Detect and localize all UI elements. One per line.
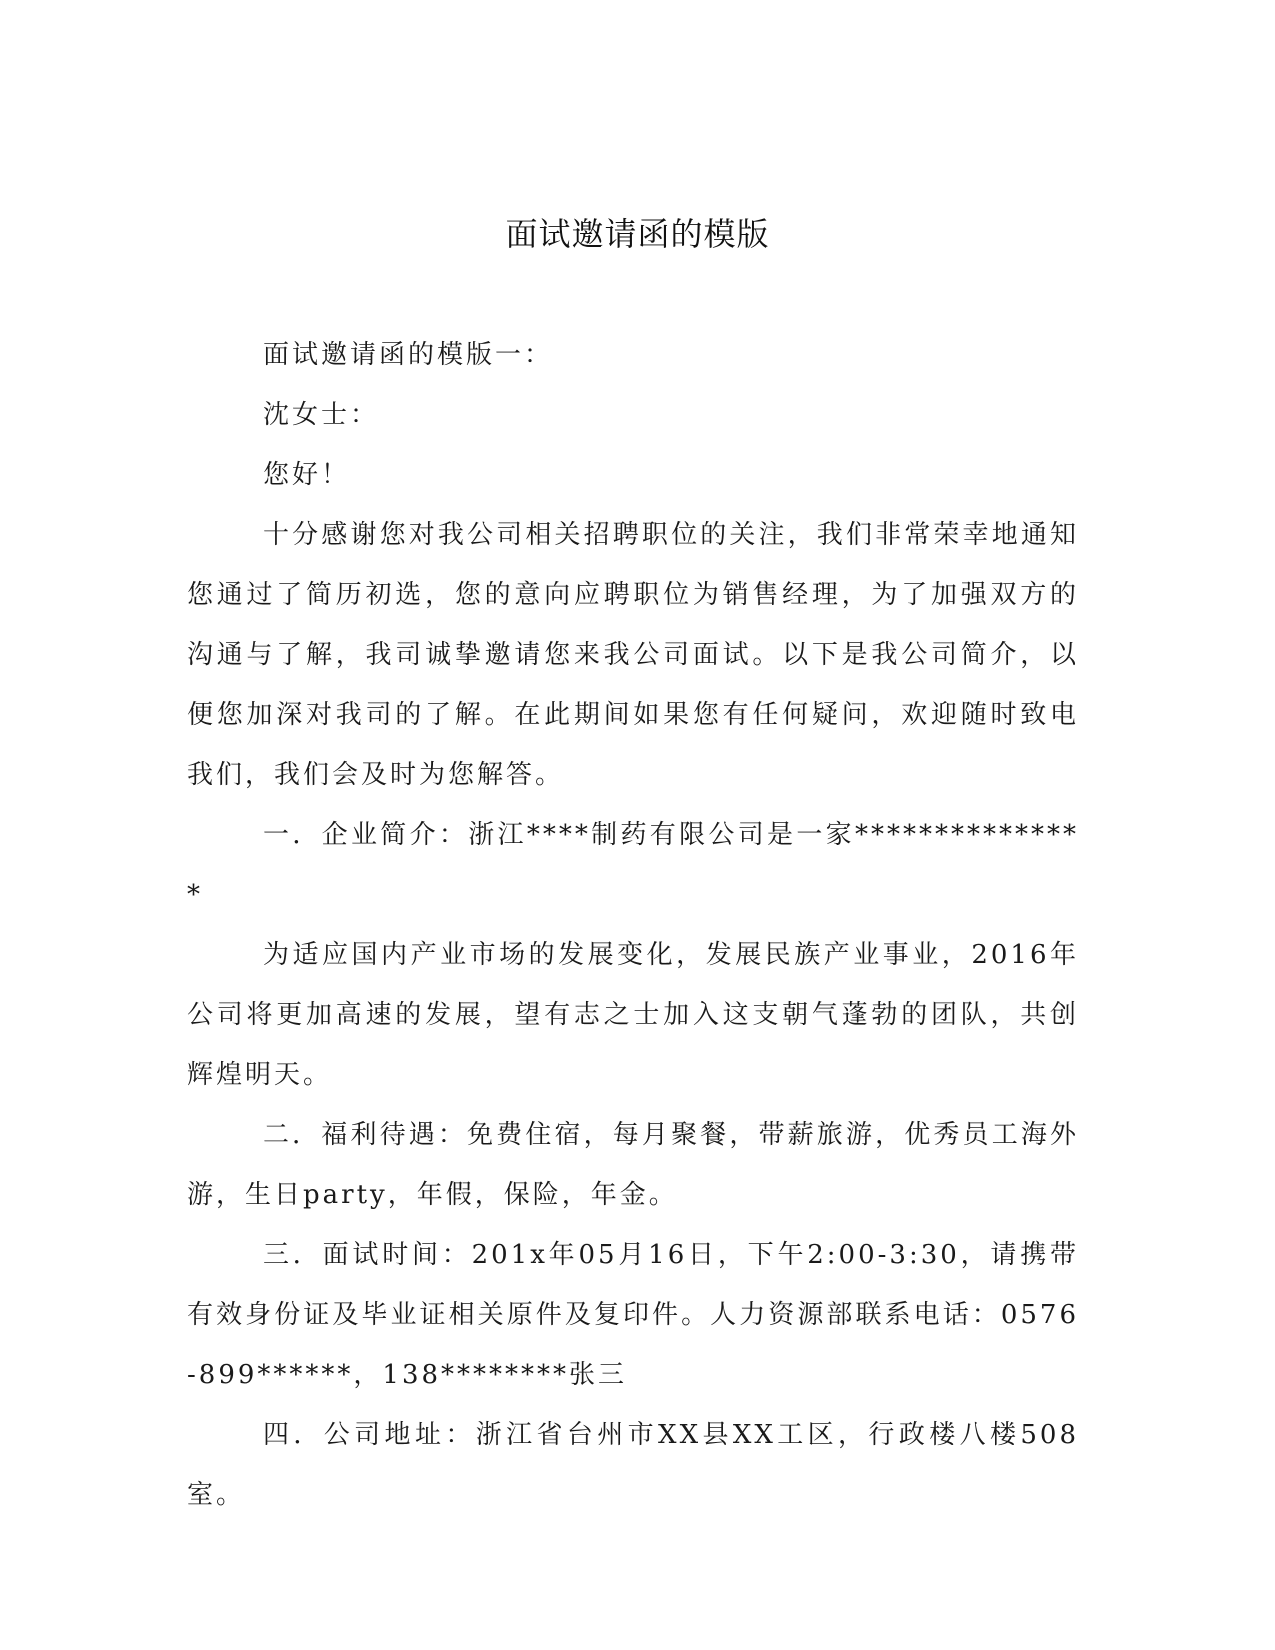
document-title: 面试邀请函的模版 bbox=[505, 215, 770, 253]
document-body bbox=[187, 325, 1079, 1525]
interview-time: 三．面试时间：201x年05月16日，下午2:00-3:30，请携带有效身份证及毕业证相关原件及复印件。人力资源部联系电话：0576-899******，138********张三 bbox=[187, 1240, 1079, 1390]
company-address: 四．公司地址：浙江省台州市XX县XX工区，行政楼八楼508室。 bbox=[187, 1420, 1079, 1510]
company-intro: 一．企业简介：浙江****制药有限公司是一家*************** bbox=[187, 820, 1079, 910]
intro-paragraph: 十分感谢您对我公司相关招聘职位的关注，我们非常荣幸地通知您通过了简历初选，您的意向应聘职位为销售经理，为了加强双方的沟通与了解，我司诚挚邀请您来我公司面试。以下是我公司简介，以便您加深对我司的了解。在此期间如果您有任何疑问，欢迎随时致电我们，我们会及时为您解答。 bbox=[187, 520, 1079, 790]
section-heading: 面试邀请函的模版一： bbox=[263, 340, 554, 370]
company-outlook: 为适应国内产业市场的发展变化，发展民族产业事业，2016年公司将更加高速的发展，望有志之士加入这支朝气蓬勃的团队，共创辉煌明天。 bbox=[187, 940, 1079, 1090]
benefits: 二．福利待遇：免费住宿，每月聚餐，带薪旅游，优秀员工海外游，生日party，年假，保险，年金。 bbox=[187, 1120, 1079, 1210]
greeting: 您好！ bbox=[263, 460, 351, 490]
salutation: 沈女士： bbox=[263, 400, 380, 430]
